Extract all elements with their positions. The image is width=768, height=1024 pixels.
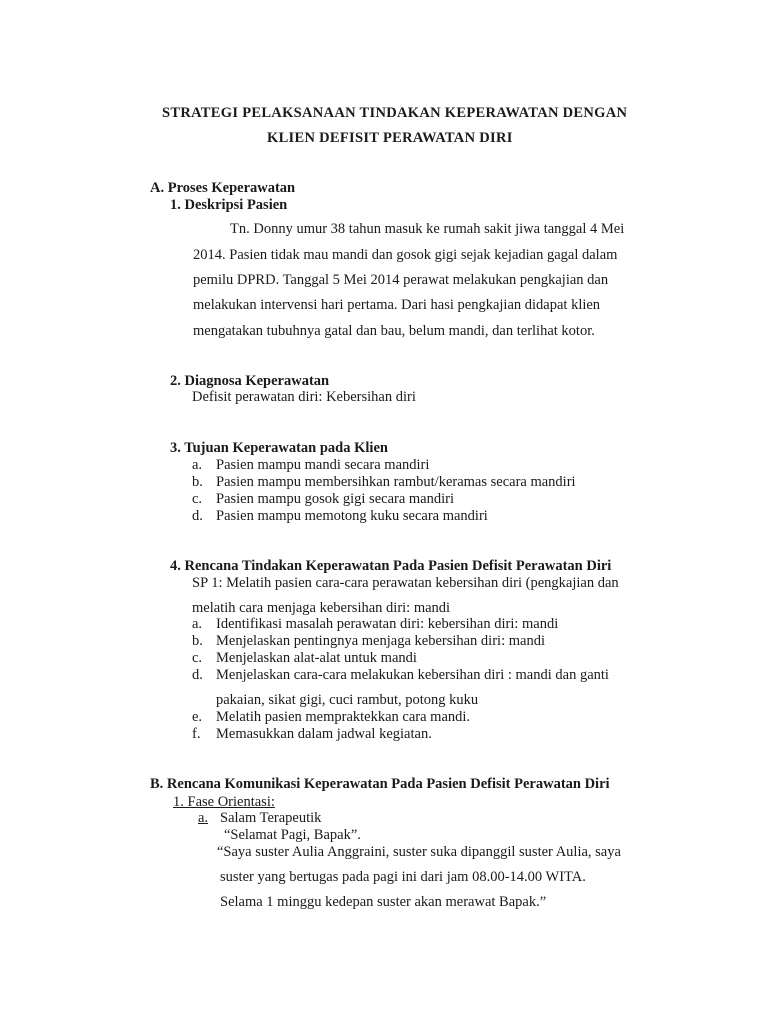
sub-a-marker: a. — [198, 810, 209, 826]
description-line-4: melakukan intervensi hari pertama. Dari hasi pengkajian didapat klien — [193, 297, 601, 313]
goal-text-a: Pasien mampu mandi secara mandiri — [216, 457, 430, 473]
section-b-heading: B. Rencana Komunikasi Keperawatan Pada Pasien Defisit Perawatan Diri — [150, 776, 610, 792]
goal-marker-d: d. — [192, 508, 203, 524]
plan-text-c: Menjelaskan alat-alat untuk mandi — [216, 650, 417, 666]
plan-text-d-continuation: pakaian, sikat gigi, cuci rambut, potong kuku — [216, 692, 479, 708]
goal-text-b: Pasien mampu membersihkan rambut/keramas secara mandiri — [216, 474, 576, 490]
plan-marker-b: b. — [192, 633, 203, 649]
item-4-heading: 4. Rencana Tindakan Keperawatan Pada Pasien Defisit Perawatan Diri — [170, 558, 612, 574]
greeting-quote: “Selamat Pagi, Bapak”. — [224, 827, 361, 843]
goal-marker-c: c. — [192, 491, 203, 507]
description-line-1: Tn. Donny umur 38 tahun masuk ke rumah sakit jiwa tanggal 4 Mei — [230, 221, 625, 237]
plan-text-a: Identifikasi masalah perawatan diri: kebersihan diri: mandi — [216, 616, 559, 632]
item-3-heading: 3. Tujuan Keperawatan pada Klien — [170, 440, 388, 456]
section-a-heading: A. Proses Keperawatan — [150, 180, 296, 196]
introduction-line-3: Selama 1 minggu kedepan suster akan merawat Bapak.” — [220, 894, 547, 910]
diagnosis-text: Defisit perawatan diri: Kebersihan diri — [192, 389, 416, 405]
goal-marker-a: a. — [192, 457, 203, 473]
document-title-line-1: STRATEGI PELAKSANAAN TINDAKAN KEPERAWATAN DENGAN — [162, 105, 628, 121]
sp1-line-1: SP 1: Melatih pasien cara-cara perawatan kebersihan diri (pengkajian dan — [192, 575, 619, 591]
item-1-heading: 1. Deskripsi Pasien — [170, 197, 288, 213]
goal-marker-b: b. — [192, 474, 203, 490]
sub-a-label: Salam Terapeutik — [220, 810, 322, 826]
goal-text-d: Pasien mampu memotong kuku secara mandiri — [216, 508, 488, 524]
sp1-line-2: melatih cara menjaga kebersihan diri: mandi — [192, 600, 451, 616]
plan-marker-e: e. — [192, 709, 203, 725]
plan-text-d: Menjelaskan cara-cara melakukan kebersihan diri : mandi dan ganti — [216, 667, 609, 683]
document-title-line-2: KLIEN DEFISIT PERAWATAN DIRI — [267, 130, 513, 146]
item-2-heading: 2. Diagnosa Keperawatan — [170, 373, 330, 389]
description-line-5: mengatakan tubuhnya gatal dan bau, belum mandi, dan terlihat kotor. — [193, 323, 595, 339]
description-line-2: 2014. Pasien tidak mau mandi dan gosok gigi sejak kejadian gagal dalam — [193, 247, 618, 263]
plan-marker-a: a. — [192, 616, 203, 632]
plan-text-e: Melatih pasien mempraktekkan cara mandi. — [216, 709, 471, 725]
goal-text-c: Pasien mampu gosok gigi secara mandiri — [216, 491, 454, 507]
plan-marker-c: c. — [192, 650, 203, 666]
plan-marker-d: d. — [192, 667, 203, 683]
fase-orientasi-heading: 1. Fase Orientasi: — [173, 794, 275, 810]
introduction-line-1: “Saya suster Aulia Anggraini, suster suka dipanggil suster Aulia, saya — [217, 844, 621, 860]
plan-text-f: Memasukkan dalam jadwal kegiatan. — [216, 726, 432, 742]
plan-text-b: Menjelaskan pentingnya menjaga kebersihan diri: mandi — [216, 633, 545, 649]
description-line-3: pemilu DPRD. Tanggal 5 Mei 2014 perawat melakukan pengkajian dan — [193, 272, 609, 288]
introduction-line-2: suster yang bertugas pada pagi ini dari jam 08.00-14.00 WITA. — [220, 869, 586, 885]
plan-marker-f: f. — [192, 726, 201, 742]
